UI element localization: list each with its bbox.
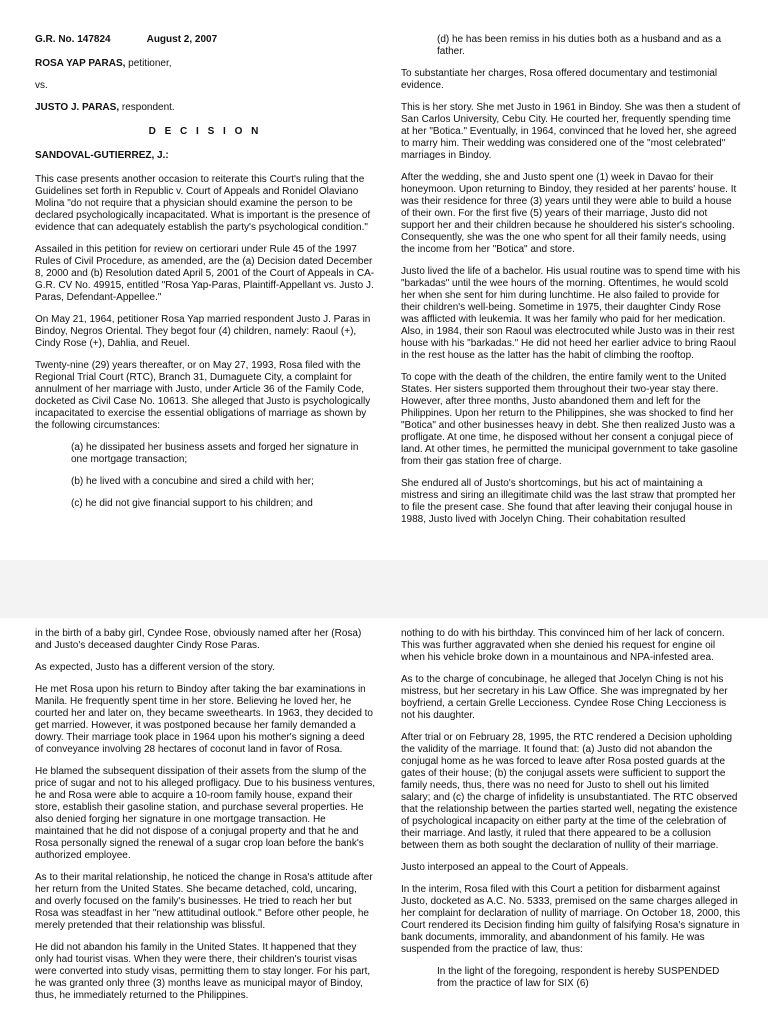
paragraph: This is her story. She met Justo in 1961 in Bindoy. She was then a student of San Carlos University, Cebu City. He courted her, frequently spending time at her "Botica." Eventually, in 1964, convinced that he loved her, she agreed to marry him. Their wedding was considered one of the "most celebrated" marriages in Bindoy. bbox=[401, 102, 741, 161]
decision-date: August 2, 2007 bbox=[146, 34, 218, 45]
case-heading bbox=[35, 34, 375, 46]
paragraph: As to the charge of concubinage, he alleged that Jocelyn Ching is not his mistress, but her secretary in his Law Office. She was impregnated by her boyfriend, a certain Grelle Leccioness. Cyndee Rose Ching Leccioness is not his daughter. bbox=[401, 674, 728, 721]
versus: vs. bbox=[35, 80, 48, 91]
paragraph: He did not abandon his family in the United States. It happened that they only had tourist visas. When they were there, their children's tourist visas were converted into study visas, permitting them to stay longer. For his part, he was granted only three (3) months leave as municipal mayor of Bindoy, thus, he immediately returned to the Philippines. bbox=[35, 942, 371, 1001]
document-page-2 bbox=[0, 618, 768, 1024]
paragraph: Twenty-nine (29) years thereafter, or on May 27, 1993, Rosa filed with the Regional Trial Court (RTC), Branch 31, Dumaguete City, a complaint for annulment of her marriage with Justo, under Article 36 of the Family Code, docketed as Civil Case No. 10613. She alleged that Justo is psychologically incapacitated to exercise the essential obligations of marriage as shown by the following circumstances: bbox=[35, 360, 371, 431]
paragraph: She endured all of Justo's shortcomings, but his act of maintaining a mistress and siring an illegitimate child was the last straw that prompted her to file the present case. She found that after leaving their conjugal house in 1988, Justo lived with Jocelyn Ching. Their cohabitation resulted bbox=[401, 478, 736, 525]
block-quote: In the light of the foregoing, respondent is hereby SUSPENDED from the practice of law for SIX (6) bbox=[437, 966, 720, 989]
paragraph: After trial or on February 28, 1995, the RTC rendered a Decision upholding the validity of the marriage. It found that: (a) Justo did not abandon the conjugal home as he was forced to leave after Rosa posted guards at the gates of their house; (b) the conjugal assets were sufficient to support the family needs, thus, there was no need for Justo to shell out his limited salary; and (c) the charge of infidelity is unsubstantiated. The RTC observed that the relationship between the parties started well, negating the existence of psychological incapacity on either party at the time of the celebration of their marriage. And lastly, it ruled that there appeared to be a collusion between them as both sought the declaration of nullity of their marriage. bbox=[401, 732, 738, 851]
paragraph: Justo lived the life of a bachelor. His usual routine was to spend time with his "barkadas" until the wee hours of the morning. Oftentimes, he would scold her when she sent for him during lunchtime. He also failed to provide for their children's well-being. Sometime in 1975, their daughter Cindy Rose was afflicted with leukemia. It was her family who paid for her medication. Also, in 1984, their son Raoul was electrocuted while Justo was in their rest house with his "barkadas." He did not heed her earlier advice to bring Raoul in the rest house as the latter has the habit of climbing the rooftop. bbox=[401, 266, 741, 361]
decision-title: D E C I S I O N bbox=[148, 126, 262, 137]
respondent-line bbox=[35, 102, 375, 114]
paragraph: He met Rosa upon his return to Bindoy after taking the bar examinations in Manila. He frequently spent time in her store. Believing he loved her, he courted her and later on, they became sweethearts. In 1963, they decided to get married. However, it was postponed because her family demanded a dowry. Their marriage took place in 1964 upon his mother's signing a deed of conveyance involving 28 hectares of coconut land in favor of Rosa. bbox=[35, 684, 373, 755]
page2-left-column bbox=[35, 628, 375, 1012]
paragraph: nothing to do with his birthday. This convinced him of her lack of concern. This was further aggravated when she denied his request for engine oil when his vehicle broke down in a mountainous and NPA-infested area. bbox=[401, 628, 725, 663]
petitioner-name: ROSA YAP PARAS, bbox=[35, 58, 126, 69]
paragraph: To cope with the death of the children, the entire family went to the United States. Her sisters supported them throughout their two-year stay there. However, after three months, Justo abandoned them and left for the Philippines. Upon her return to the Philippines, she was shocked to find her "Botica" and other businesses heavy in debt. She then realized Justo was a profligate. At one time, he disposed without her consent a conjugal piece of land. At other times, he permitted the municipal government to take gasoline from their gas station free of charge. bbox=[401, 372, 738, 467]
list-item: (a) he dissipated her business assets and forged her signature in one mortgage transaction; bbox=[71, 442, 359, 465]
paragraph: Justo interposed an appeal to the Court of Appeals. bbox=[401, 862, 629, 873]
paragraph: After the wedding, she and Justo spent one (1) week in Davao for their honeymoon. Upon returning to Bindoy, they resided at her parents' house. It was their residence for three (3) years until they were able to build a house of their own. For the first five (5) years of their marriage, Justo did not support her and their children because he shouldered his sister's schooling. Consequently, she was the one who spent for all their family needs, using the income from her "Botica" and store. bbox=[401, 172, 737, 255]
respondent-role: respondent. bbox=[119, 102, 175, 113]
page2-right-column bbox=[401, 628, 741, 1000]
paragraph: He blamed the subsequent dissipation of their assets from the slump of the price of sugar and not to his alleged profligacy. Due to his business ventures, he and Rosa were able to acquire a 10-room family house, expand their store, establish their gasoline station, and purchase several properties. He also denied forging her signature in one mortgage transaction. He maintained that he did not dispose of a conjugal property and that he and Rosa personally signed the renewal of a sugar crop loan before the bank's authorized employee. bbox=[35, 766, 376, 861]
paragraph: On May 21, 1964, petitioner Rosa Yap married respondent Justo J. Paras in Bindoy, Negros Oriental. They begot four (4) children, namely: Raoul (+), Cindy Rose (+), Dahlia, and Reuel. bbox=[35, 314, 371, 349]
petitioner-role: petitioner, bbox=[125, 58, 172, 69]
paragraph: Assailed in this petition for review on certiorari under Rule 45 of the 1997 Rules of Civil Procedure, as amended, are the (a) Decision dated December 8, 2000 and (b) Resolution dated April 5, 2001 of the Court of Appeals in CA-G.R. CV No. 49915, entitled "Rosa Yap-Paras, Plaintiff-Appellant vs. Justo J. Paras, Defendant-Appellee." bbox=[35, 244, 375, 303]
list-item: (d) he has been remiss in his duties both as a husband and as a father. bbox=[437, 34, 722, 57]
paragraph: As to their marital relationship, he noticed the change in Rosa's attitude after her return from the United States. She became detached, cold, uncaring, and overly focused on the family's businesses. He tried to reach her but Rosa was steadfast in her "new attitudinal outlook." Before other people, he merely pretended that their relationship was blissful. bbox=[35, 872, 373, 931]
page1-right-column bbox=[401, 34, 741, 536]
paragraph: As expected, Justo has a different version of the story. bbox=[35, 662, 275, 673]
gr-number: G.R. No. 147824 bbox=[35, 34, 111, 45]
list-item: (c) he did not give financial support to his children; and bbox=[71, 498, 313, 509]
petitioner-line bbox=[35, 58, 375, 70]
list-item: (b) he lived with a concubine and sired a child with her; bbox=[71, 476, 314, 487]
paragraph: In the interim, Rosa filed with this Court a petition for disbarment against Justo, docketed as A.C. No. 5333, premised on the same charges alleged in her complaint for declaration of nullity of marriage. On October 18, 2000, this Court rendered its Decision finding him guilty of falsifying Rosa's signature in bank documents, immorality, and abandonment of his family. He was suspended from the practice of law, thus: bbox=[401, 884, 741, 955]
respondent-name: JUSTO J. PARAS, bbox=[35, 102, 120, 113]
paragraph: This case presents another occasion to reiterate this Court's ruling that the Guidelines set forth in Republic v. Court of Appeals and Ronidel Olaviano Molina "do not require that a physician should examine the person to be declared psychologically incapacitated. What is important is the presence of evidence that can adequately establish the party's psychological condition." bbox=[35, 174, 371, 233]
paragraph: in the birth of a baby girl, Cyndee Rose, obviously named after her (Rosa) and Justo's deceased daughter Cindy Rose Paras. bbox=[35, 628, 362, 651]
page1-left-column bbox=[35, 34, 375, 520]
ponente: SANDOVAL-GUTIERREZ, J.: bbox=[35, 150, 169, 161]
paragraph: To substantiate her charges, Rosa offered documentary and testimonial evidence. bbox=[401, 68, 718, 91]
